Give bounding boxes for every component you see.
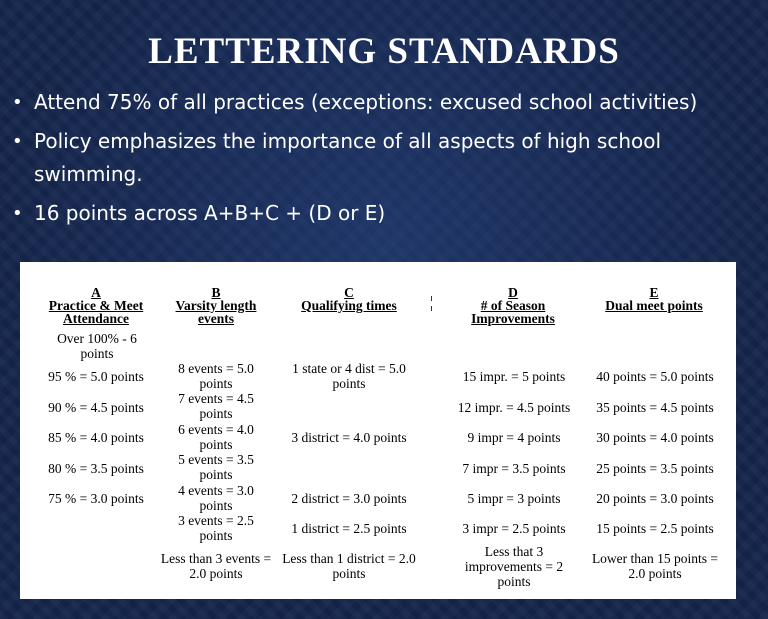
column-letter: E: [649, 285, 659, 300]
column-name: Practice & Meet: [48, 298, 144, 313]
table-cell: 3 impr = 2.5 points: [462, 521, 566, 536]
column-name: Qualifying times: [301, 298, 397, 313]
table-cell: Less than 3 events = 2.0 points: [160, 551, 272, 581]
table-cell: 9 impr = 4 points: [467, 430, 561, 445]
bullet-text: 16 points across A+B+C + (D or E): [34, 201, 386, 225]
bullet-list: [10, 86, 750, 236]
column-header-e: [584, 286, 724, 312]
bullet-dot-icon: •: [12, 92, 23, 113]
column-letter: D: [508, 285, 518, 300]
table-cell: 5 events = 3.5 points: [178, 452, 254, 482]
table-cell: Lower than 15 points = 2.0 points: [591, 551, 719, 581]
table-cell: 25 points = 3.5 points: [596, 461, 714, 476]
table-cell: 6 events = 4.0 points: [178, 422, 254, 452]
table-cell: 15 points = 2.5 points: [596, 521, 714, 536]
table-cell: 85 % = 4.0 points: [48, 430, 144, 445]
bullet-text: Policy emphasizes the importance of all aspects of high school swimming.: [34, 129, 662, 186]
table-cell: 35 points = 4.5 points: [596, 400, 714, 415]
column-name: Varsity length: [175, 298, 257, 313]
table-cell: Less than 1 district = 2.0 points: [282, 551, 416, 581]
standards-table: [20, 262, 736, 599]
column-name: events: [198, 311, 234, 326]
table-cell: 3 events = 2.5 points: [178, 513, 254, 543]
table-cell: 90 % = 4.5 points: [48, 400, 144, 415]
column-name: Attendance: [63, 311, 129, 326]
bullet-text: Attend 75% of all practices (exceptions: excused school activities): [34, 90, 698, 114]
table-cell: 20 points = 3.0 points: [596, 491, 714, 506]
column-header-c: [282, 286, 416, 312]
table-cell: 4 events = 3.0 points: [178, 483, 254, 513]
column-letter: A: [91, 285, 101, 300]
bullet-item: [10, 197, 750, 230]
bullet-item: [10, 125, 750, 191]
table-cell: 75 % = 3.0 points: [48, 491, 144, 506]
column-name: # of Season: [480, 298, 546, 313]
bullet-dot-icon: •: [12, 203, 23, 224]
column-letter: C: [344, 285, 354, 300]
table-cell: Less that 3 improvements = 2 points: [464, 544, 564, 589]
divider: [431, 296, 432, 301]
table-cell: Over 100% - 6 points: [57, 331, 137, 361]
divider: [431, 306, 432, 311]
table-cell: 80 % = 3.5 points: [48, 461, 144, 476]
table-cell: 1 district = 2.5 points: [291, 521, 407, 536]
column-header-d: [448, 286, 578, 325]
table-cell: 12 impr. = 4.5 points: [457, 400, 571, 415]
column-header-a: [30, 286, 162, 325]
table-cell: 8 events = 5.0 points: [178, 361, 254, 391]
column-name: Dual meet points: [605, 298, 703, 313]
table-cell: 40 points = 5.0 points: [596, 369, 714, 384]
column-letter: B: [211, 285, 221, 300]
column-name: Improvements: [471, 311, 555, 326]
table-cell: 30 points = 4.0 points: [596, 430, 714, 445]
table-cell: 95 % = 5.0 points: [48, 369, 144, 384]
table-cell: 7 impr = 3.5 points: [462, 461, 566, 476]
bullet-dot-icon: •: [12, 131, 23, 152]
bullet-item: [10, 86, 750, 119]
table-cell: 15 impr. = 5 points: [462, 369, 566, 384]
slide-title: LETTERING STANDARDS: [148, 31, 620, 72]
table-cell: 1 state or 4 dist = 5.0 points: [292, 361, 406, 391]
column-header-b: [160, 286, 272, 325]
table-cell: 3 district = 4.0 points: [291, 430, 407, 445]
table-cell: 2 district = 3.0 points: [291, 491, 407, 506]
table-cell: 5 impr = 3 points: [467, 491, 561, 506]
table-cell: 7 events = 4.5 points: [178, 391, 254, 421]
